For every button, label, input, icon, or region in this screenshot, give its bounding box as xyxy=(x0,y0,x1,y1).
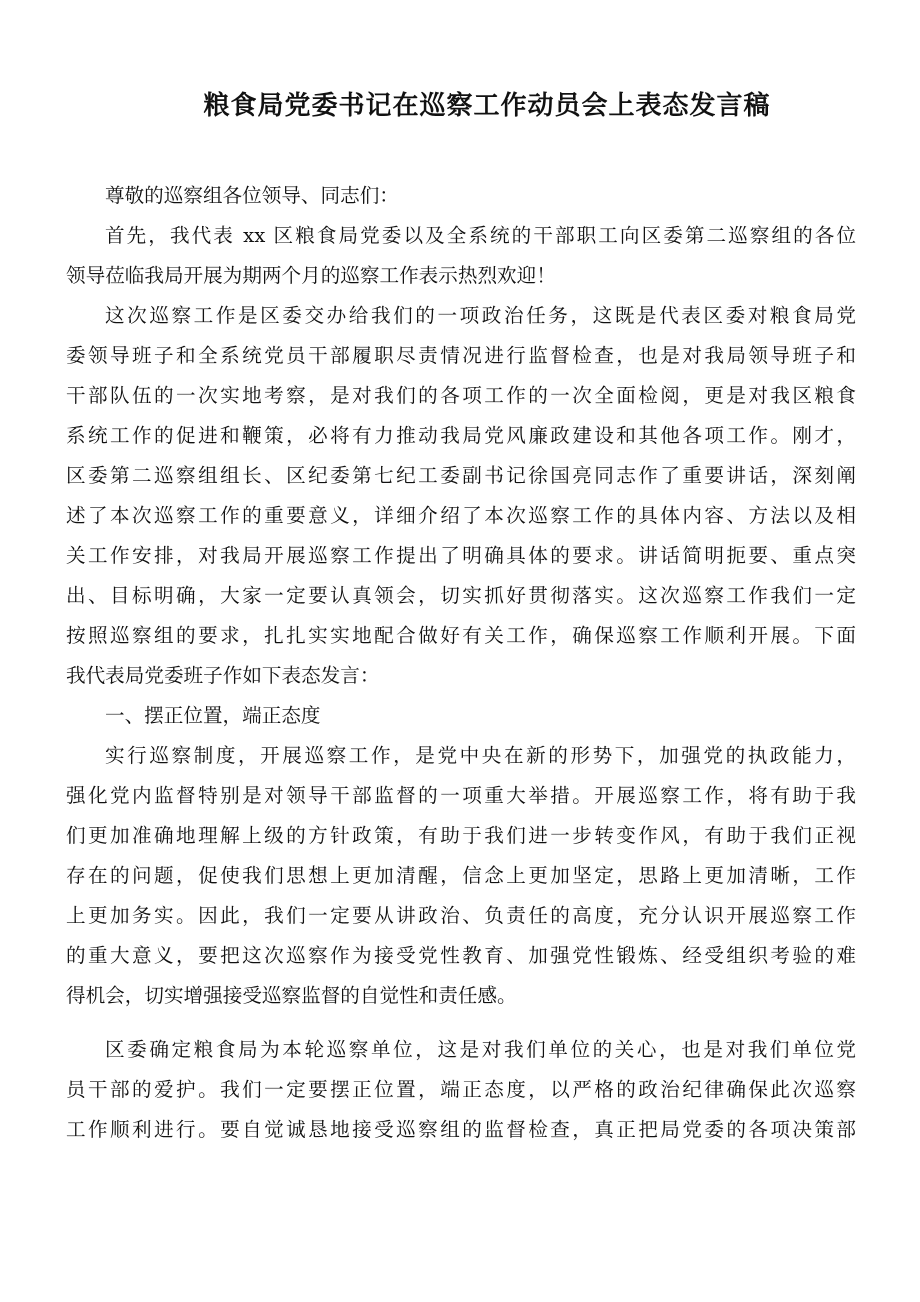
paragraph xyxy=(66,1030,856,1150)
text-line: 关工作安排，对我局开展巡察工作提出了明确具体的要求。讲话简明扼要、重点突 xyxy=(66,544,856,567)
text-line: 按照巡察组的要求，扎扎实实地配合做好有关工作，确保巡察工作顺利开展。下面 xyxy=(66,624,856,647)
text-line: 区委第二巡察组组长、区纪委第七纪工委副书记徐国亮同志作了重要讲话，深刻阐 xyxy=(66,464,856,487)
text-line: 区委确定粮食局为本轮巡察单位，这是对我们单位的关心，也是对我们单位党 xyxy=(105,1038,856,1061)
text-line: 领导莅临我局开展为期两个月的巡察工作表示热烈欢迎！ xyxy=(66,264,556,287)
text-line: 工作顺利进行。要自觉诚恳地接受巡察组的监督检查，真正把局党委的各项决策部 xyxy=(66,1118,856,1141)
text-line: 出、目标明确，大家一定要认真领会，切实抓好贯彻落实。这次巡察工作我们一定 xyxy=(66,584,856,607)
text-line: 委领导班子和全系统党员干部履职尽责情况进行监督检查，也是对我局领导班子和 xyxy=(66,344,856,367)
text-line: 这次巡察工作是区委交办给我们的一项政治任务，这既是代表区委对粮食局党 xyxy=(105,304,856,327)
document-body xyxy=(66,176,856,1150)
paragraph-gap xyxy=(66,1016,856,1030)
text-line: 干部队伍的一次实地考察，是对我们的各项工作的一次全面检阅，更是对我区粮食 xyxy=(66,384,856,407)
paragraph xyxy=(66,216,856,296)
text-line: 们更加准确地理解上级的方针政策，有助于我们进一步转变作风，有助于我们正视 xyxy=(66,824,856,847)
section-heading: 一、摆正位置，端正态度 xyxy=(105,704,321,727)
text-line: 首先，我代表 xx 区粮食局党委以及全系统的干部职工向区委第二巡察组的各位 xyxy=(105,224,856,247)
text-line: 述了本次巡察工作的重要意义，详细介绍了本次巡察工作的具体内容、方法以及相 xyxy=(66,504,856,527)
paragraph xyxy=(66,296,856,696)
text-line: 上更加务实。因此，我们一定要从讲政治、负责任的高度，充分认识开展巡察工作 xyxy=(66,904,856,927)
paragraph xyxy=(66,736,856,1016)
text-line: 存在的问题，促使我们思想上更加清醒，信念上更加坚定，思路上更加清晰，工作 xyxy=(66,864,856,887)
text-line: 强化党内监督特别是对领导干部监督的一项重大举措。开展巡察工作，将有助于我 xyxy=(66,784,856,807)
text-line: 的重大意义，要把这次巡察作为接受党性教育、加强党性锻炼、经受组织考验的难 xyxy=(66,944,856,967)
text-line: 系统工作的促进和鞭策，必将有力推动我局党风廉政建设和其他各项工作。刚才， xyxy=(66,424,856,447)
text-line: 员干部的爱护。我们一定要摆正位置，端正态度，以严格的政治纪律确保此次巡察 xyxy=(66,1078,856,1101)
document-title: 粮食局党委书记在巡察工作动员会上表态发言稿 xyxy=(203,91,771,121)
text-line: 得机会，切实增强接受巡察监督的自觉性和责任感。 xyxy=(66,984,517,1007)
salutation: 尊敬的巡察组各位领导、同志们： xyxy=(105,184,399,207)
text-line: 我代表局党委班子作如下表态发言： xyxy=(66,664,380,687)
text-line: 实行巡察制度，开展巡察工作，是党中央在新的形势下，加强党的执政能力， xyxy=(105,744,856,767)
